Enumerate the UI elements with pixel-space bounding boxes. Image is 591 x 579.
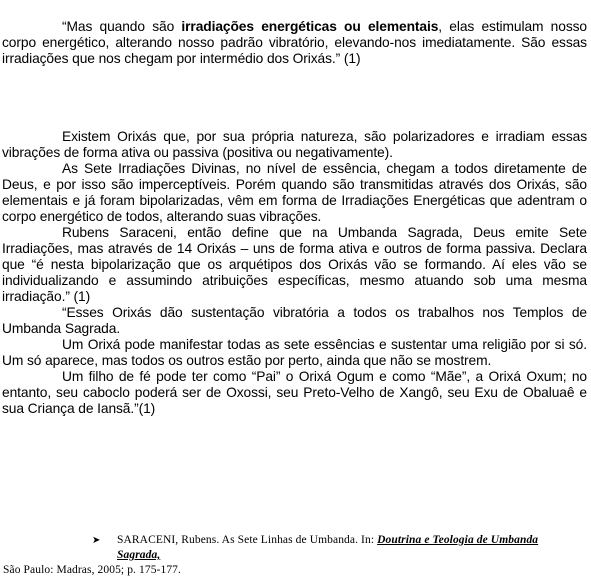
reference-citation: SARACENI, Rubens. As Sete Linhas de Umbanda. In: <box>117 534 378 546</box>
quote-emphasis: irradiações energéticas ou elementais <box>181 19 439 34</box>
reference-text <box>117 533 562 563</box>
quote-text-end: , elas estimulam nosso corpo energético, alterando nosso padrão vibratório, elevando-nos imediatamente. São essas irradiações que nos chegam por intermédio dos Orixás.” (1) <box>2 19 587 66</box>
body-paragraph: Um Orixá pode manifestar todas as sete essências e sustentar uma religião por si só. Um só aparece, mas todos os outros estão por perto, ainda que não se mostrem. <box>2 337 587 368</box>
body-paragraph: Um filho de fé pode ter como “Pai” o Orixá Ogum e como “Mãe”, a Orixá Oxum; no entanto, seu caboclo poderá ser de Oxossi, seu Preto-Velho de Xangô, seu Exu de Obaluaê e sua Criança de Iansã.”(1) <box>2 369 587 416</box>
quote-text-start: “Mas quando são <box>62 19 182 34</box>
quote-paragraph <box>2 19 587 67</box>
reference-book-title: Doutrina e Teologia de Umbanda Sagrada, <box>117 534 539 561</box>
body-paragraph: As Sete Irradiações Divinas, no nível de essência, chegam a todos diretamente de Deus, e por isso são imperceptíveis. Porém quando são transmitidas através dos Orixás, são elementais e já foram bipolarizadas, vêm em forma de Irradiações Energéticas que adentram o corpo energético de todos, alterando suas vibrações. <box>2 161 587 224</box>
quote-block <box>2 19 587 67</box>
reference-publisher: São Paulo: Madras, 2005; p. 175-177. <box>3 564 182 576</box>
body-paragraph: “Esses Orixás dão sustentação vibratória a todos os trabalhos nos Templos de Umbanda Sagrada. <box>2 305 587 336</box>
body-paragraph: Rubens Saraceni, então define que na Umbanda Sagrada, Deus emite Sete Irradiações, mas através de 14 Orixás – uns de forma ativa e outros de forma passiva. Declara que “é nesta bipolarização que os arquétipos dos Orixás vão se formando. Aí eles vão se individualizando e assumindo atribuições específicas, mesmo atuando sob uma mesma irradiação.” (1) <box>2 225 587 304</box>
arrow-bullet-icon: ➤ <box>92 535 101 546</box>
reference-entry <box>92 533 562 563</box>
body-paragraph: Existem Orixás que, por sua própria natureza, são polarizadores e irradiam essas vibrações de forma ativa ou passiva (positiva ou negativamente). <box>2 129 587 160</box>
body-text-block <box>2 129 587 417</box>
